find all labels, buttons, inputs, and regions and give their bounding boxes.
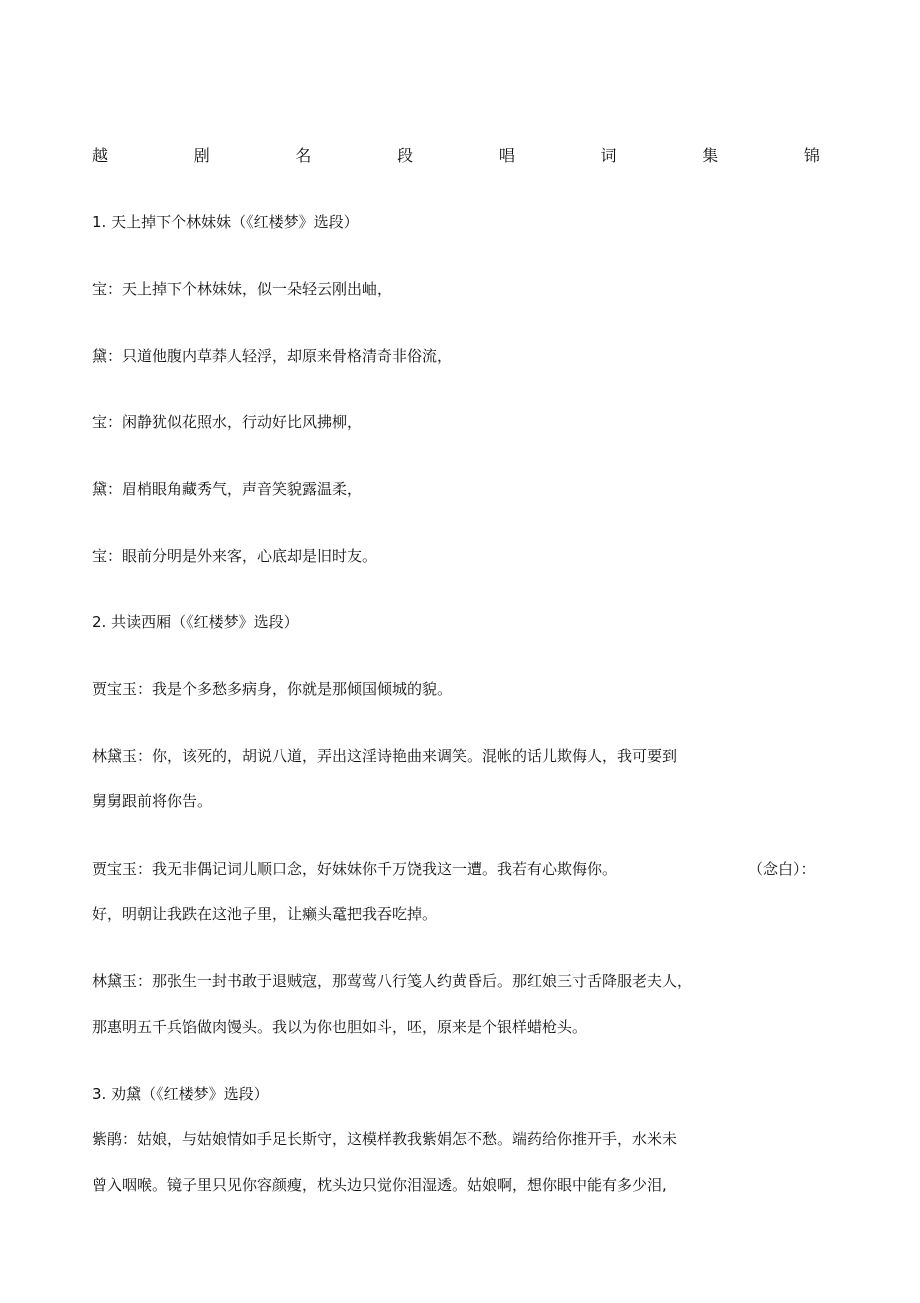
lyric-line: 那惠明五千兵馅做肉馒头。我以为你也胆如斗，呸，原来是个银样蜡枪头。 (92, 1018, 588, 1036)
document-title (92, 144, 820, 168)
lyric-line: 紫鹃：姑娘，与姑娘情如手足长斯守，这模样教我紫娟怎不愁。端药给你推开手，水米未 (92, 1130, 678, 1148)
title-char: 段 (397, 146, 414, 165)
section-heading-1: 1. 天上掉下个林妹妹（《红楼梦》选段） (92, 213, 359, 231)
title-char: 集 (702, 146, 719, 165)
lyric-line: 林黛玉：你，该死的，胡说八道，弄出这淫诗艳曲来调笑。混帐的话儿欺侮人，我可要到 (92, 747, 678, 765)
lyric-line: 黛：只道他腹内草莽人轻浮，却原来骨格清奇非俗流， (92, 347, 453, 365)
lyric-line: 宝：眼前分明是外来客，心底却是旧时友。 (92, 547, 378, 565)
lyric-line: 黛：眉梢眼角藏秀气，声音笑貌露温柔， (92, 480, 363, 498)
lyric-line: 贾宝玉：我无非偶记词儿顺口念，好妹妹你千万饶我这一遭。我若有心欺侮你。 (92, 860, 618, 878)
section-heading-2: 2. 共读西厢（《红楼梦》选段） (92, 613, 299, 631)
title-char: 越 (92, 146, 109, 165)
lyric-line: 贾宝玉：我是个多愁多病身，你就是那倾国倾城的貌。 (92, 680, 453, 698)
lyric-line: 舅舅跟前将你告。 (92, 792, 213, 810)
title-char: 唱 (498, 146, 515, 165)
lyric-line: 好，明朝让我跌在这池子里，让癞头鼋把我吞吃掉。 (92, 905, 438, 923)
lyric-line: 曾入咽喉。镜子里只见你容颜瘦，枕头边只觉你泪湿透。姑娘啊，想你眼中能有多少泪, (92, 1176, 667, 1194)
title-char: 锦 (803, 146, 820, 165)
title-char: 名 (295, 146, 312, 165)
lyric-line: 宝：天上掉下个林妹妹，似一朵轻云刚出岫， (92, 280, 393, 298)
spoken-note: （念白）： (748, 860, 816, 878)
section-heading-3: 3. 劝黛（《红楼梦》选段） (92, 1085, 269, 1103)
lyric-line: 宝：闲静犹似花照水，行动好比风拂柳， (92, 413, 363, 431)
title-char: 词 (600, 146, 617, 165)
lyric-line: 林黛玉：那张生一封书敢于退贼寇，那莺莺八行笺人约黄昏后。那红娘三寸舌降服老夫人， (92, 972, 693, 990)
title-char: 剧 (193, 146, 210, 165)
